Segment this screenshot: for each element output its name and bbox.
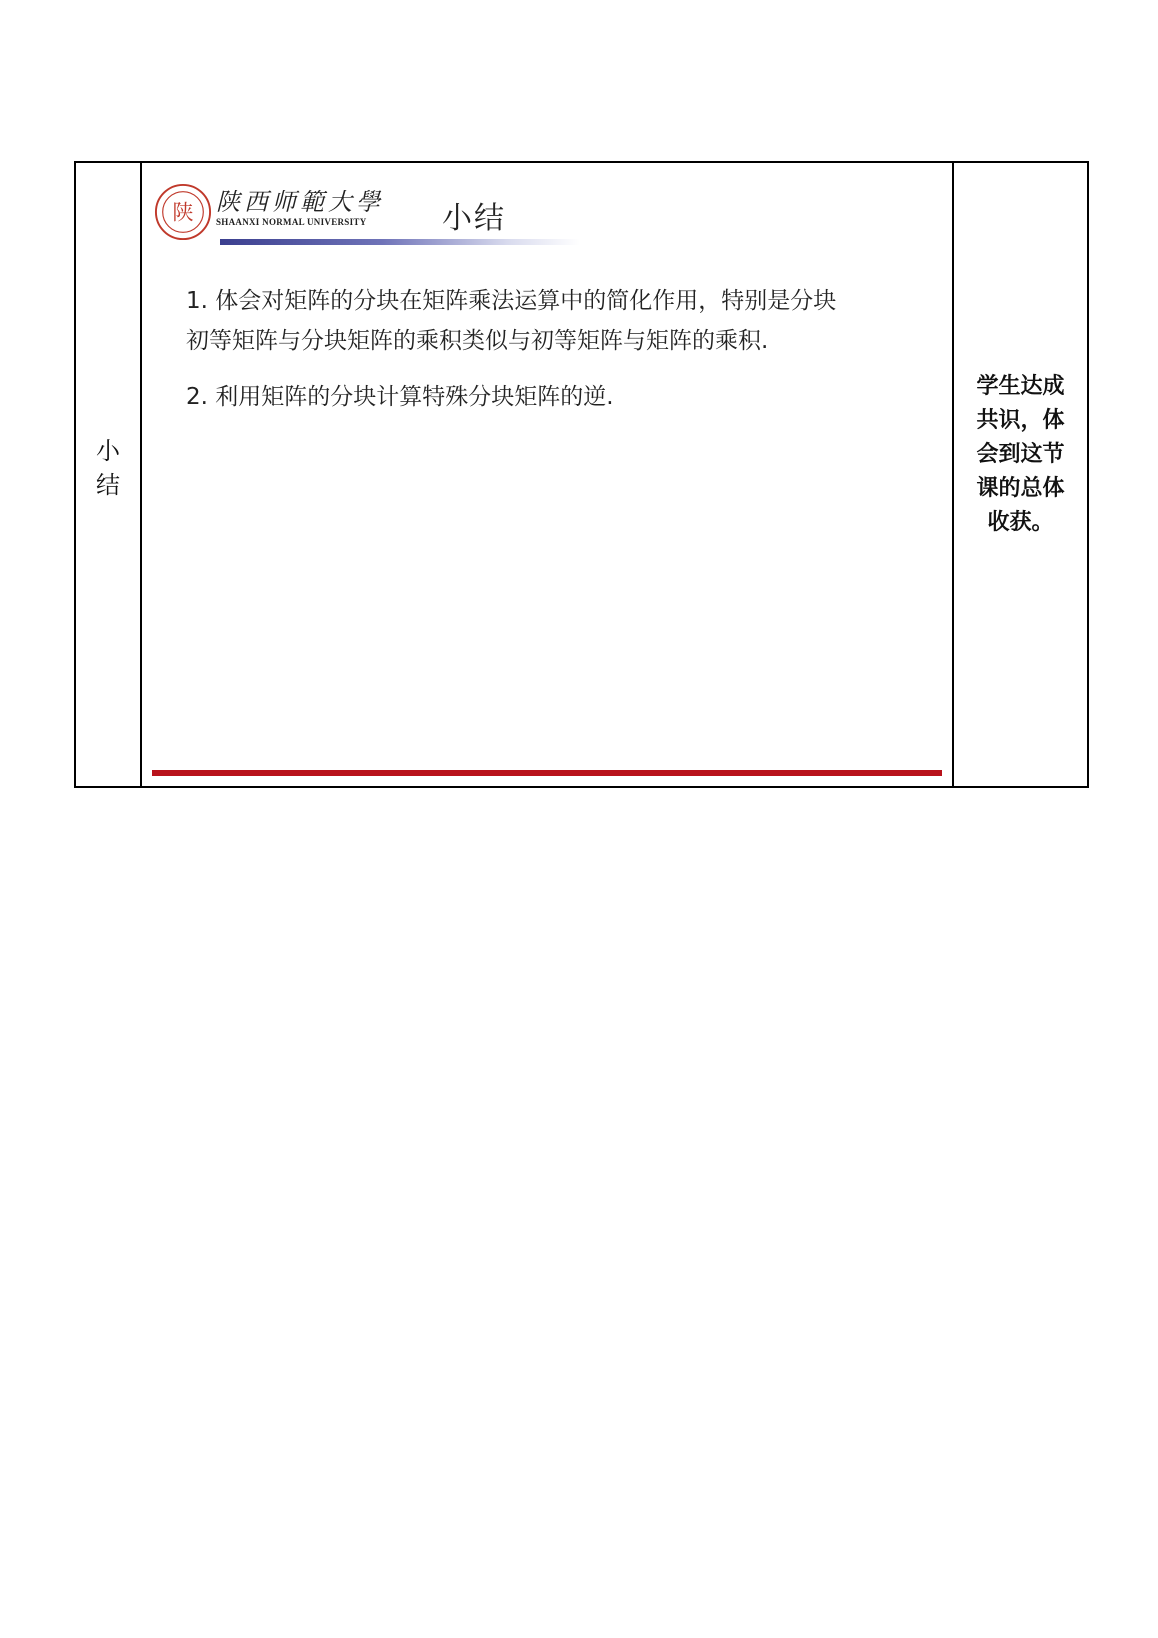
- remark-line: 收获。: [987, 509, 1054, 535]
- seal-char: 陕: [172, 200, 194, 226]
- header-rule: [220, 239, 580, 245]
- university-seal-icon: [154, 183, 212, 241]
- section-label-char: 小: [96, 436, 120, 465]
- remark-line: 会到这节: [976, 441, 1065, 467]
- summary-point: 2. 利用矩阵的分块计算特殊分块矩阵的逆.: [186, 384, 614, 410]
- slide-body: [186, 281, 846, 433]
- summary-table: [74, 161, 1089, 788]
- slide-cell: [142, 163, 954, 786]
- university-name-cn: 陕西师範大學: [216, 188, 384, 216]
- section-label: [96, 434, 120, 502]
- bottom-accent-bar: [152, 770, 942, 776]
- remark-line: 学生达成: [976, 373, 1065, 399]
- section-label-char: 结: [96, 470, 120, 499]
- remark-cell: [954, 163, 1087, 786]
- section-label-cell: [76, 163, 142, 786]
- university-logo: [216, 189, 386, 227]
- remark-line: 共识，体: [976, 407, 1065, 433]
- remark-text: [966, 370, 1076, 540]
- summary-point: 1. 体会对矩阵的分块在矩阵乘法运算中的简化作用，特别是分块初等矩阵与分块矩阵的乘积类似与初等矩阵与矩阵的乘积.: [186, 288, 837, 354]
- university-name-en: SHAANXI NORMAL UNIVERSITY: [216, 217, 367, 227]
- remark-line: 课的总体: [976, 475, 1065, 501]
- slide-title: 小结: [442, 201, 506, 236]
